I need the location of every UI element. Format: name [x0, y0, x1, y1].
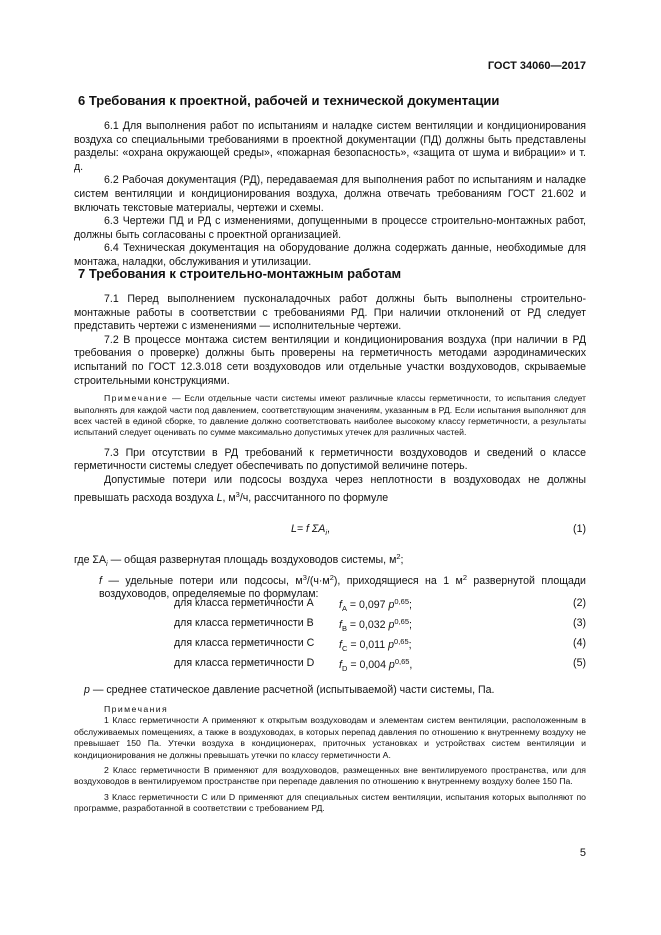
p74-sup: 3 [235, 489, 240, 499]
formula-end: ; [409, 619, 412, 631]
note-3: 3 Класс герметичности С или D применяют для специальных систем вентиляции, испытания которых выполняют по программе, разработанной в соответствии с требованием РД. [74, 791, 586, 814]
where-block [74, 550, 586, 602]
note-text: — Если отдельные части системы имеют различные классы герметичности, то испытания следует выполнять для каждой части под давлением, соответствующим значениям, указанным в РД. Если испытания выполняют для всех частей в единой сборке, то давление должно соответствовать наиболее высокому классу герметичности, а результаты испытаний следует оценивать по сумме максимально допустимых утечек для различных частей. [74, 393, 586, 438]
p74-text-c: /ч, рассчитанного по формуле [239, 491, 389, 504]
note-1: 1 Класс герметичности А применяют к открытым воздуховодам и элементам систем вентиляции, расположенным в обслуживаемых помещениях, а также в воздуховодах, в которых перепад давления по отношению к внутреннему воздуху не превышает 150 Па. Утечки воздуха в кондиционерах, приточных установках и устройствах систем вентиляции и кондиционирования не должны превышать утечки по классу герметичности А. [74, 715, 586, 760]
note-2: 2 Класс герметичности В применяют для воздуховодов, размещенных вне вентилируемого пространства, или для воздуховодов в вентилируемом пространстве при перепаде давления по отношению к внутреннему воздуху более 150 Па. [74, 765, 586, 787]
formula-row [74, 657, 586, 677]
where-sum-sup: 2 [396, 552, 401, 561]
where-f-text-c: ), приходящиеся на 1 м [333, 574, 463, 587]
formula-1-tail: , [327, 523, 330, 535]
p-def-line [74, 684, 586, 698]
formula-f: f [339, 599, 342, 611]
p-def-symbol: p [84, 684, 90, 696]
formula-label: для класса герметичности А [174, 597, 314, 609]
p-definition [74, 684, 586, 698]
formula-number: (5) [573, 657, 586, 669]
where-f-sup2: 2 [329, 572, 334, 582]
page-number: 5 [579, 847, 586, 859]
where-f-sup1: 3 [302, 572, 307, 582]
paragraph-6-2: 6.2 Рабочая документация (РД), передаваемая для выполнения работ по испытаниям и наладке систем вентиляции и кондиционирования воздуха, должна отвечать требованиям ГОСТ 21.602 и включать текстовые материалы, чертежи и схемы. [74, 174, 586, 214]
formula-exp: 0,65 [394, 597, 410, 606]
formula-sub: B [341, 624, 347, 633]
formula-val: = 0,097 [346, 599, 389, 611]
formula-expression [339, 597, 412, 613]
formula-row [74, 597, 586, 617]
where-sum-text: — общая развернутая площадь воздуховодов системы, м [107, 554, 397, 566]
formula-p: p [388, 599, 395, 611]
paragraph-6-3: 6.3 Чертежи ПД и РД с изменениями, допущенными в процессе строительно-монтажных работ, должны быть согласованы с проектной организацией. [74, 215, 586, 241]
formula-list [74, 597, 586, 677]
where-f-text-a: — удельные потери или подсосы, м [101, 574, 303, 587]
formula-label: для класса герметичности В [174, 617, 314, 629]
formula-1-sub: i [325, 528, 328, 537]
formula-1-rhs: = f ΣA [296, 523, 326, 535]
p74-symbol-L: L [216, 491, 223, 504]
note-7-2 [74, 393, 586, 439]
formula-row [74, 637, 586, 657]
section-7 [74, 266, 586, 505]
formula-val: = 0,032 [346, 619, 389, 631]
formula-exp: 0,65 [394, 617, 410, 626]
formula-sub: C [341, 644, 348, 653]
formula-1-number: (1) [573, 523, 586, 535]
formula-number: (4) [573, 637, 586, 649]
section-7-title: 7 Требования к строительно-монтажным работам [78, 266, 402, 281]
formula-p: p [388, 639, 395, 651]
where-f-symbol: f [99, 574, 102, 587]
p-def-text: — среднее статическое давление расчетной (испытываемой) части системы, Па. [89, 684, 495, 696]
paragraph-7-2: 7.2 В процессе монтажа систем вентиляции и кондиционирования воздуха (при наличии в РД требования о проверке) должны быть проверены на герметичность методами аэродинамических испытаний по ГОСТ 12.3.018 сети воздуховодов или отдельные участки воздуховодов, скрываемые строительными конструкциями. [74, 333, 586, 387]
formula-exp: 0,65 [394, 657, 410, 666]
formula-sub: D [341, 664, 348, 673]
where-intro: где [74, 554, 93, 566]
paragraph-7-3: 7.3 При отсутствии в РД требований к герметичности воздуховодов и сведений о классе герметичности системы следует обеспечивать по допустимой величине потерь. [74, 446, 586, 473]
p74-text-b: , м [222, 491, 236, 504]
formula-p: p [388, 659, 395, 671]
formula-p: p [388, 619, 395, 631]
formula-f: f [339, 639, 342, 651]
formula-exp: 0,65 [394, 637, 409, 646]
formula-val: = 0,004 [347, 659, 389, 671]
note-label: Примечание [104, 393, 169, 404]
where-f-sup3: 2 [462, 572, 467, 582]
paragraph-7-1: 7.1 Перед выполнением пусконаладочных работ должны быть выполнены строительно-монтажные работы в соответствии с требованиями РД. При наличии отклонений от РД следует представить чертежи с изменениями — исполнительные чертежи. [74, 293, 586, 333]
where-sum-symbol: ΣA [92, 554, 107, 566]
section-6 [74, 93, 586, 270]
formula-f: f [339, 619, 342, 631]
where-sum-sub: i [106, 559, 108, 568]
where-sum-end: ; [400, 554, 404, 566]
formula-number: (3) [573, 617, 586, 629]
formula-label: для класса герметичности D [174, 657, 315, 669]
formula-val: = 0,011 [347, 639, 389, 651]
where-sum-def [74, 550, 586, 571]
paragraph-7-4 [74, 474, 586, 505]
where-f-text-d: развернутой площади воздуховодов, определяемые по формулам: [99, 574, 586, 601]
paragraph-6-1: 6.1 Для выполнения работ по испытаниям и наладке систем вентиляции и кондиционирования воздуха со специальными требованиями в проектной документации (ПД) должны быть представлены разделы: «охрана окружающей среды», «пожарная безопасность», «защита от шума и вибрации» и т. д. [74, 120, 586, 173]
formula-label: для класса герметичности С [174, 637, 315, 649]
formula-1-lhs: L [291, 523, 297, 535]
formula-expression [339, 637, 412, 653]
formula-1-expression [291, 523, 330, 537]
formula-1 [74, 523, 586, 537]
formula-sub: A [341, 604, 347, 613]
formula-end: ; [409, 599, 412, 611]
formula-f: f [339, 659, 342, 671]
section-6-title: 6 Требования к проектной, рабочей и технической документации [78, 93, 500, 108]
notes-label: Примечания [104, 704, 169, 714]
formula-end: ; [408, 639, 412, 651]
where-f-text-b: /(ч·м [306, 574, 330, 587]
formula-row [74, 617, 586, 637]
document-code: ГОСТ 34060—2017 [487, 60, 586, 72]
notes-block [74, 704, 586, 815]
paragraph-6-4: 6.4 Техническая документация на оборудование должна содержать данные, необходимые для монтажа, наладки, обслуживания и утилизации. [74, 242, 586, 268]
formula-number: (2) [573, 597, 586, 609]
formula-expression [339, 617, 412, 633]
p74-text-a: Допустимые потери или подсосы воздуха через неплотности в воздуховодах не должны превышать расхода воздуха [74, 473, 586, 504]
formula-end: , [409, 659, 413, 671]
formula-expression [339, 657, 412, 673]
